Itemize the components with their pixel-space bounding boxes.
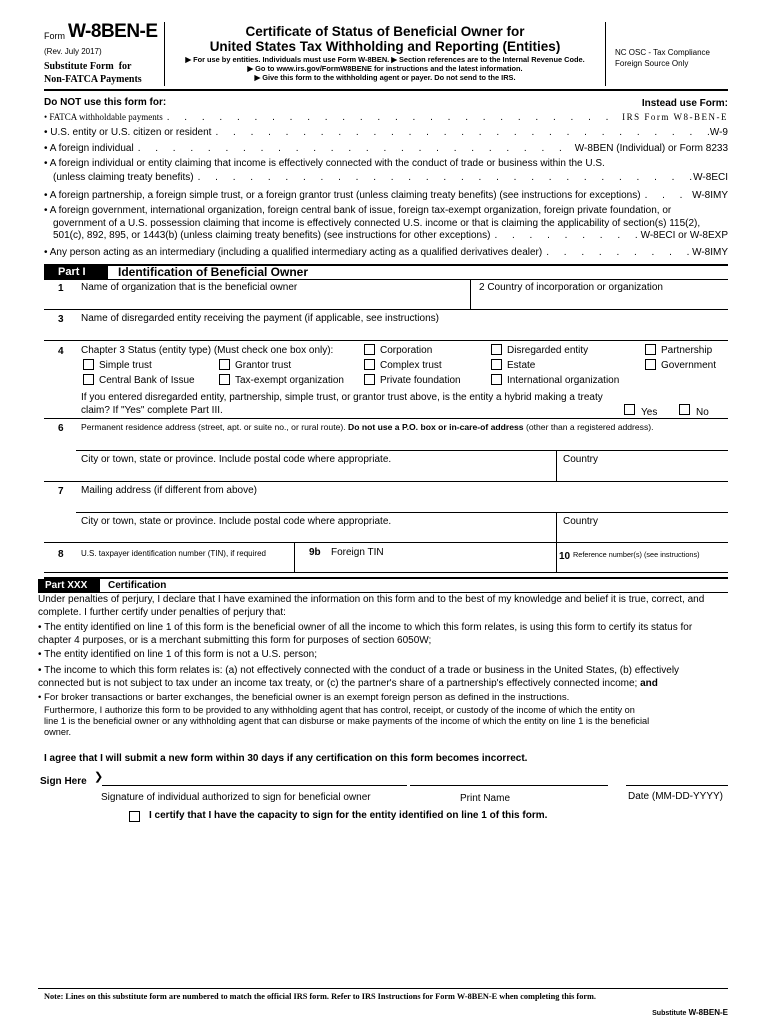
- cert-title: Certification: [108, 580, 167, 591]
- line-6-label-a: Permanent residence address (street, apt. or suite no., or rural route).: [81, 422, 346, 432]
- exclusion-text: • Any person acting as an intermediary (including a qualified intermediary acting as a qualified derivatives dealer): [44, 247, 543, 258]
- signature-line: [102, 785, 407, 786]
- cert-bullet-3-line-2: [38, 677, 738, 690]
- line-7-number: 7: [58, 486, 64, 497]
- substitute-label: Substitute Form for: [44, 61, 132, 72]
- cert-bullet-3-line-1: • The income to which this form relates is: (a) not effectively connected with the conduct of a trade or business in the United States, (b) effectively: [38, 665, 680, 676]
- cert-intro-line-2: complete. I further certify under penalties of perjury that:: [38, 607, 286, 618]
- international-org-checkbox[interactable]: [491, 374, 502, 385]
- date-line: [626, 785, 728, 786]
- partnership-label: Partnership: [661, 345, 713, 356]
- exclusion-row: [44, 112, 728, 123]
- line-4-bottom-rule: [44, 418, 728, 419]
- government-label: Government: [661, 360, 717, 371]
- estate-label: Estate: [507, 360, 536, 371]
- exclusion-text: • A foreign partnership, a foreign simple trust, or a foreign grantor trust (unless claiming treaty benefits) (see instructions for exceptions): [44, 190, 641, 201]
- exclusion-row: [44, 172, 728, 183]
- line-6-country-divider: [556, 450, 557, 481]
- header-bottom-rule: [44, 89, 728, 91]
- capacity-label: I certify that I have the capacity to sign for the entity identified on line 1 of this form.: [149, 810, 548, 821]
- form-number: W-8BEN-E: [68, 21, 158, 42]
- disregarded-entity-checkbox[interactable]: [491, 344, 502, 355]
- line-6-mid-rule: [76, 450, 728, 451]
- form-title: [165, 24, 605, 82]
- line-6-label-b: Do not use a P.O. box or in-care-of address: [348, 422, 524, 432]
- cert-part-label: Part XXX: [38, 579, 100, 592]
- agree-statement: I agree that I will submit a new form within 30 days if any certification on this form becomes incorrect.: [44, 753, 528, 764]
- footer-note: Note: Lines on this substitute form are numbered to match the official IRS form. Refer to IRS Instructions for Form W-8BEN-E when completing this form.: [44, 992, 597, 1001]
- exclusion-text: • A foreign individual: [44, 143, 134, 154]
- exclusion-form: W-9: [709, 127, 728, 138]
- corporation-label: Corporation: [380, 345, 433, 356]
- cert-intro-line-1: Under penalties of perjury, I declare that I have examined the information on this form and to the best of my knowledge and belief it is true, correct, and: [38, 594, 705, 605]
- exclusion-row: [44, 190, 728, 201]
- instruction-3: ▶ Give this form to the withholding agent or payer. Do not send to the IRS.: [254, 73, 516, 82]
- line-7-mid-rule: [76, 512, 728, 513]
- exclusion-text: government of a U.S. possession claiming that income is effectively connected U.S. income or that is claiming the applicability of section(s) 115(2),: [53, 218, 701, 229]
- footer-substitute-label: Substitute: [652, 1010, 687, 1017]
- city-input[interactable]: [76, 465, 554, 479]
- complex-trust-checkbox[interactable]: [364, 359, 375, 370]
- disregarded-entity-input[interactable]: [76, 325, 726, 339]
- complex-trust-label: Complex trust: [380, 360, 442, 371]
- cert-auth-line-2: line 1 is the beneficial owner or any withholding agent that can disburse or make payments of the income of which the entity on line 1 is the beneficial: [44, 716, 650, 726]
- country-incorporation-input[interactable]: [476, 294, 726, 308]
- cert-auth-line-1: Furthermore, I authorize this form to be provided to any withholding agent that has control, receipt, or custody of the income of which the entity on: [44, 705, 635, 715]
- exclusion-row: [44, 230, 728, 241]
- part1-title-rule: [44, 279, 728, 280]
- line-1-divider: [470, 279, 471, 309]
- exclusion-row: [44, 158, 728, 169]
- line-6-number: 6: [58, 423, 64, 434]
- exclusion-row: [44, 247, 728, 258]
- line-2-label: 2 Country of incorporation or organization: [479, 282, 663, 293]
- hybrid-question-line-1: If you entered disregarded entity, partnership, simple trust, or grantor trust above, is the entity a hybrid making a treaty: [81, 392, 603, 403]
- instead-use-heading: Instead use Form:: [641, 98, 728, 109]
- corporation-checkbox[interactable]: [364, 344, 375, 355]
- line-3-bottom-rule: [44, 340, 728, 341]
- signature-label: Signature of individual authorized to sign for beneficial owner: [101, 792, 371, 803]
- exclusion-form: W-8IMY: [692, 247, 728, 258]
- hybrid-no-checkbox[interactable]: [679, 404, 690, 415]
- grantor-trust-label: Grantor trust: [235, 360, 292, 371]
- line-3-label: Name of disregarded entity receiving the payment (if applicable, see instructions): [81, 313, 439, 324]
- hybrid-yes-label: Yes: [641, 407, 658, 418]
- instruction-1: ▶ For use by entities. Individuals must use Form W-8BEN. ▶ Section references are to the Internal Revenue Code.: [185, 55, 585, 64]
- foreign-tin-input[interactable]: [298, 560, 554, 571]
- exclusion-row: [44, 205, 728, 216]
- foreign-source-label: Foreign Source Only: [615, 59, 689, 68]
- permanent-address-input[interactable]: [76, 434, 726, 448]
- exclusion-text: • U.S. entity or U.S. citizen or resident: [44, 127, 212, 138]
- line-8-number: 8: [58, 549, 64, 560]
- cert-bullet-1-line-2: chapter 4 purposes, or is a merchant submitting this form for purposes of section 6050W;: [38, 635, 432, 646]
- instruction-2: ▶ Go to www.irs.gov/FormW8BENE for instructions and the latest information.: [247, 64, 523, 73]
- form-word: Form: [44, 31, 65, 41]
- grantor-trust-checkbox[interactable]: [219, 359, 230, 370]
- line-9b-divider: [556, 542, 557, 572]
- capacity-checkbox[interactable]: [129, 811, 140, 822]
- line-8-label: U.S. taxpayer identification number (TIN), if required: [81, 549, 266, 558]
- cert-intro: [38, 593, 738, 619]
- cert-bullet-3-and: and: [640, 678, 658, 689]
- private-foundation-label: Private foundation: [380, 375, 461, 386]
- exclusion-form: W-8ECI or W-8EXP: [640, 230, 728, 241]
- estate-checkbox[interactable]: [491, 359, 502, 370]
- date-label: Date (MM-DD-YYYY): [628, 791, 724, 802]
- cert-bullet-1-line-1: • The entity identified on line 1 of this form is the beneficial owner of all the income to which this form relates, is using this form to certify its status for: [38, 622, 693, 633]
- exclusion-text: • A foreign individual or entity claiming that income is effectively connected with the conduct of trade or business within the U.S.: [44, 158, 605, 169]
- cert-bullet-2: • The entity identified on line 1 of this form is not a U.S. person;: [38, 649, 318, 660]
- do-not-use-heading: Do NOT use this form for:: [44, 97, 167, 108]
- line-9b-label: Foreign TIN: [331, 547, 384, 558]
- mailing-city-input[interactable]: [76, 527, 554, 541]
- cert-auth-line-3: owner.: [44, 727, 72, 737]
- hybrid-question-line-2: claim? If "Yes" complete Part III.: [81, 405, 223, 416]
- tax-exempt-checkbox[interactable]: [219, 374, 230, 385]
- compliance-label: NC OSC - Tax Compliance: [615, 48, 710, 57]
- central-bank-label: Central Bank of Issue: [99, 375, 195, 386]
- footer-form-number: W-8BEN-E: [688, 1008, 728, 1017]
- line-7-label: Mailing address (if different from above): [81, 485, 258, 496]
- title-line-2: United States Tax Withholding and Reporting (Entities): [209, 39, 561, 54]
- simple-trust-checkbox[interactable]: [83, 359, 94, 370]
- exclusion-row: [44, 143, 728, 154]
- hybrid-yes-checkbox[interactable]: [624, 404, 635, 415]
- part1-title: Identification of Beneficial Owner: [118, 265, 309, 279]
- header-divider-right: [605, 22, 606, 86]
- cert-bullet-1: [38, 621, 738, 647]
- simple-trust-label: Simple trust: [99, 360, 152, 371]
- mailing-city-label: City or town, state or province. Include postal code where appropriate.: [81, 516, 392, 527]
- part1-label: Part I: [44, 265, 108, 279]
- line-6-bottom-rule: [44, 481, 728, 482]
- footer-form-id: [652, 1008, 728, 1017]
- cert-bullet-4: • For broker transactions or barter exchanges, the beneficial owner is an exempt foreign person as defined in the instructions.: [38, 692, 570, 703]
- us-tin-input[interactable]: [76, 560, 292, 571]
- non-fatca-label: Non-FATCA Payments: [44, 74, 142, 85]
- international-org-label: International organization: [507, 375, 620, 386]
- disregarded-entity-label: Disregarded entity: [507, 345, 589, 356]
- exclusion-form: IRS Form W8-BEN-E: [622, 112, 728, 122]
- line-7-bottom-rule: [44, 542, 728, 543]
- mailing-country-input[interactable]: [560, 527, 726, 541]
- line-1-bottom-rule: [44, 309, 728, 310]
- mailing-address-input[interactable]: [76, 497, 726, 511]
- line-10-number: 10: [559, 551, 571, 562]
- footer-rule: [38, 988, 728, 989]
- sign-arrow-icon: ❯: [94, 771, 104, 783]
- line-7-country-divider: [556, 512, 557, 542]
- line-9b-number: 9b: [309, 547, 321, 558]
- partnership-checkbox[interactable]: [645, 344, 656, 355]
- print-name-label: Print Name: [460, 793, 511, 804]
- cert-authorization: [44, 705, 734, 738]
- line-8-bottom-rule: [44, 572, 728, 573]
- tax-exempt-label: Tax-exempt organization: [235, 375, 344, 386]
- government-checkbox[interactable]: [645, 359, 656, 370]
- city-label: City or town, state or province. Include postal code where appropriate.: [81, 454, 392, 465]
- rev-date: (Rev. July 2017): [44, 47, 102, 56]
- header-right-box: [615, 47, 710, 69]
- sign-here-label: Sign Here: [40, 776, 87, 787]
- country-input[interactable]: [560, 465, 726, 479]
- cert-bullet-3: [38, 664, 738, 690]
- line-3-number: 3: [58, 314, 64, 325]
- line-4-number: 4: [58, 346, 64, 357]
- line-10-label: Reference number(s) (see instructions): [573, 550, 700, 559]
- line-1-label: Name of organization that is the beneficial owner: [81, 282, 298, 293]
- exclusion-text: 501(c), 892, 895, or 1443(b) (unless claiming treaty benefits) (see instructions for other exceptions): [53, 230, 491, 241]
- line-4-label: Chapter 3 Status (entity type) (Must check one box only):: [81, 345, 334, 356]
- private-foundation-checkbox[interactable]: [364, 374, 375, 385]
- exclusion-row: [44, 127, 728, 138]
- exclusion-form: W-8BEN (Individual) or Form 8233: [574, 143, 728, 154]
- cert-bullet-3-text: connected but is not subject to tax under an income tax treaty, or (c) the partner's share of a partnership's effectively connected income;: [38, 678, 638, 689]
- line-1-number: 1: [58, 283, 64, 294]
- mailing-country-label: Country: [563, 516, 599, 527]
- title-line-1: Certificate of Status of Beneficial Owner for: [245, 24, 525, 39]
- exclusion-form: W-8IMY: [692, 190, 728, 201]
- line-8-divider: [294, 542, 295, 572]
- central-bank-checkbox[interactable]: [83, 374, 94, 385]
- signature-input[interactable]: [102, 770, 402, 785]
- print-name-input[interactable]: [410, 770, 606, 785]
- date-input[interactable]: [626, 770, 726, 785]
- line-6-label: [81, 422, 654, 432]
- country-label: Country: [563, 454, 599, 465]
- org-name-input[interactable]: [76, 294, 468, 308]
- line-6-label-c: (other than a registered address).: [525, 422, 654, 432]
- exclusion-form: W-8ECI: [693, 172, 728, 183]
- exclusion-row: [44, 218, 728, 229]
- exclusion-text: (unless claiming treaty benefits): [53, 172, 194, 183]
- print-name-line: [410, 785, 608, 786]
- hybrid-no-label: No: [696, 407, 709, 418]
- cert-top-rule: [44, 577, 728, 579]
- exclusion-text: • FATCA withholdable payments: [44, 112, 163, 122]
- exclusion-text: • A foreign government, international organization, foreign central bank of issue, foreign tax-exempt organization, foreign private foundation, or: [44, 205, 672, 216]
- reference-number-input[interactable]: [560, 562, 726, 572]
